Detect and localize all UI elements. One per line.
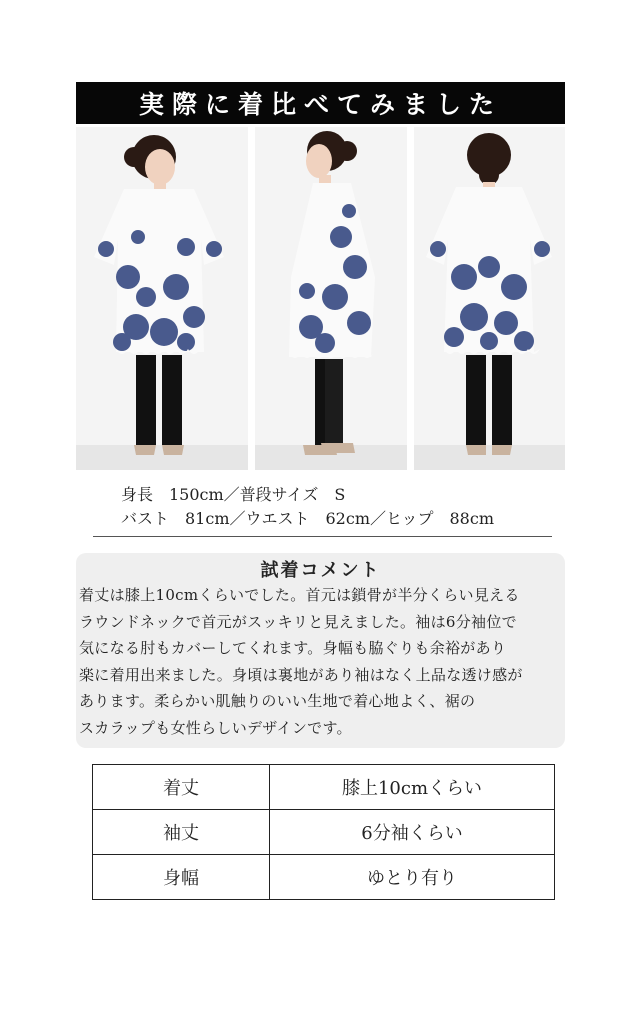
spec-value: 膝上10cmくらい (270, 765, 555, 810)
fit-spec-table (92, 764, 555, 900)
table-row (93, 765, 555, 810)
fitting-comment-box (76, 553, 565, 748)
spec-label: 身幅 (93, 855, 270, 900)
comment-title: 試着コメント (260, 560, 381, 581)
spec-label: 袖丈 (93, 810, 270, 855)
section-banner (76, 82, 565, 124)
model-photos (76, 127, 565, 470)
comment-body (79, 582, 523, 741)
model-photo-side (255, 127, 407, 470)
banner-title: 実際に着比べてみました (138, 90, 502, 119)
spec-value: 6分袖くらい (270, 810, 555, 855)
table-row (93, 810, 555, 855)
comment-line: スカラップも女性らしいデザインです。 (79, 718, 352, 737)
spec-label: 着丈 (93, 765, 270, 810)
comment-line: ラウンドネックで首元がスッキリと見えました。袖は6分袖位で (79, 612, 517, 631)
model-photo-front (76, 127, 248, 470)
divider (93, 536, 552, 537)
model-height-size: 身長 150cm／普段サイズ S (121, 485, 346, 504)
spec-value: ゆとり有り (270, 855, 555, 900)
model-measurements (121, 483, 494, 531)
table-row (93, 855, 555, 900)
comment-line: 着丈は膝上10cmくらいでした。首元は鎖骨が半分くらい見える (79, 586, 520, 604)
comment-line: あります。柔らかい肌触りのいい生地で着心地よく、裾の (79, 692, 476, 710)
model-photo-back (414, 127, 565, 470)
comment-line: 気になる肘もカバーしてくれます。身幅も脇ぐりも余裕があり (79, 639, 507, 657)
comment-line: 楽に着用出来ました。身頃は裏地があり袖はなく上品な透け感が (79, 665, 523, 684)
model-body-measurements: バスト 81cm／ウエスト 62cm／ヒップ 88cm (121, 509, 494, 528)
